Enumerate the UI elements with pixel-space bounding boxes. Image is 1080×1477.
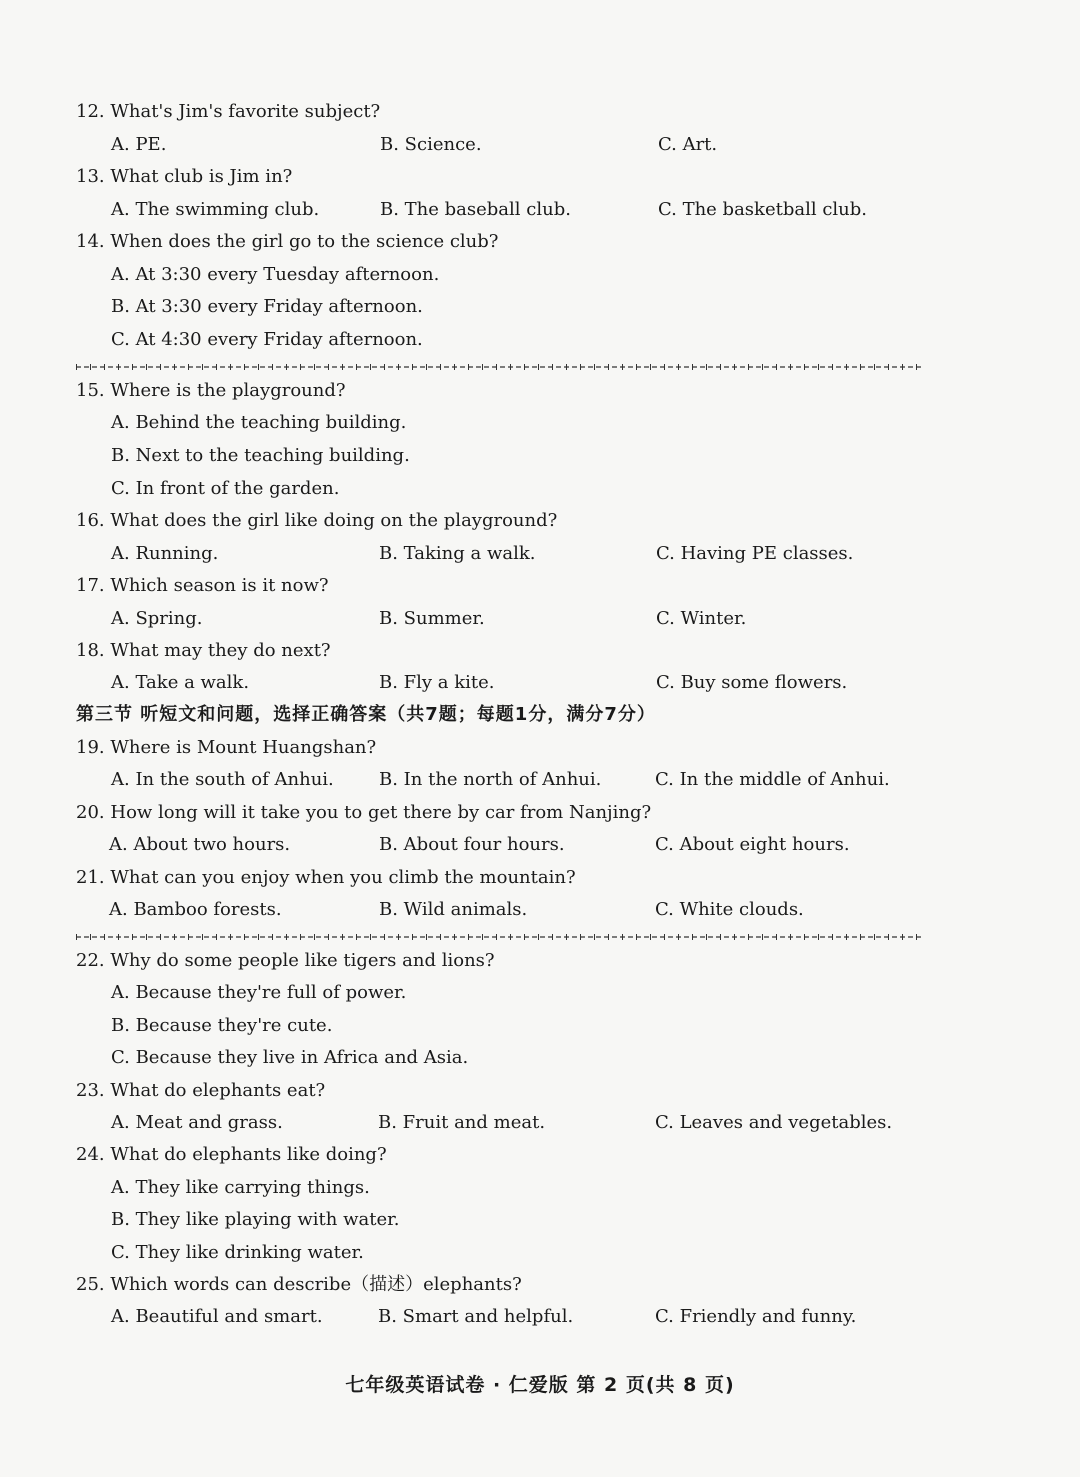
option-c: C. At 4:30 every Friday afternoon. <box>111 329 423 350</box>
option-a: A. At 3:30 every Tuesday afternoon. <box>111 264 440 285</box>
question-number: 22. <box>76 950 105 971</box>
option-c: C. Having PE classes. <box>656 543 854 564</box>
question-text: What's Jim's favorite subject? <box>110 101 381 122</box>
option-b: B. Science. <box>380 134 482 155</box>
option-c: C. The basketball club. <box>658 199 867 220</box>
option-c: C. Art. <box>658 134 718 155</box>
question-text: How long will it take you to get there by car from Nanjing? <box>110 802 652 823</box>
question-text: What do elephants like doing? <box>110 1144 387 1165</box>
question-number: 20. <box>76 802 105 823</box>
question-number: 25. <box>76 1274 105 1295</box>
option-a: A. PE. <box>111 134 167 155</box>
question-text: What do elephants eat? <box>110 1080 326 1101</box>
option-b: B. About four hours. <box>379 834 565 855</box>
question-22 <box>76 950 495 972</box>
question-number: 12. <box>76 101 105 122</box>
question-text: What may they do next? <box>110 640 331 661</box>
question-15 <box>76 380 346 402</box>
question-number: 17. <box>76 575 105 596</box>
option-c: C. About eight hours. <box>655 834 850 855</box>
question-text: When does the girl go to the science club? <box>110 231 499 252</box>
option-b: B. Summer. <box>379 608 485 629</box>
option-c: C. In front of the garden. <box>111 478 340 499</box>
question-18 <box>76 640 331 662</box>
question-17 <box>76 575 329 597</box>
option-a: A. They like carrying things. <box>111 1177 370 1198</box>
option-b: B. At 3:30 every Friday afternoon. <box>111 296 423 317</box>
option-a: A. Beautiful and smart. <box>111 1306 323 1327</box>
question-text: Where is the playground? <box>110 380 346 401</box>
option-c: C. Because they live in Africa and Asia. <box>111 1047 469 1068</box>
question-text: Which season is it now? <box>110 575 329 596</box>
option-a: A. Bamboo forests. <box>109 899 282 920</box>
option-b: B. The baseball club. <box>380 199 571 220</box>
question-14 <box>76 231 498 253</box>
question-text: What club is Jim in? <box>110 166 293 187</box>
page-footer: 七年级英语试卷 · 仁爱版 第 2 页(共 8 页) <box>345 1374 735 1396</box>
option-b: B. Because they're cute. <box>111 1015 333 1036</box>
question-text: Which words can describe（描述）elephants? <box>110 1274 522 1295</box>
option-a: A. Spring. <box>111 608 203 629</box>
option-b: B. Fly a kite. <box>379 672 495 693</box>
option-a: A. About two hours. <box>109 834 291 855</box>
option-a: A. Running. <box>111 543 219 564</box>
question-text: Where is Mount Huangshan? <box>110 737 377 758</box>
option-a: A. Meat and grass. <box>111 1112 283 1133</box>
question-16 <box>76 510 557 532</box>
question-text: What can you enjoy when you climb the mountain? <box>110 867 576 888</box>
question-20 <box>76 802 651 824</box>
option-c: C. They like drinking water. <box>111 1242 364 1263</box>
question-25 <box>76 1274 522 1296</box>
option-b: B. Wild animals. <box>379 899 528 920</box>
section-3-title: 第三节 听短文和问题，选择正确答案（共7题；每题1分，满分7分） <box>76 704 656 725</box>
option-c: C. Buy some flowers. <box>656 672 848 693</box>
option-b: B. Next to the teaching building. <box>111 445 410 466</box>
question-13 <box>76 166 292 188</box>
question-24 <box>76 1144 387 1166</box>
option-c: C. Leaves and vegetables. <box>655 1112 893 1133</box>
option-c: C. Winter. <box>656 608 747 629</box>
question-number: 24. <box>76 1144 105 1165</box>
cut-line-divider <box>76 363 922 371</box>
option-b: B. Fruit and meat. <box>378 1112 546 1133</box>
option-b: B. Taking a walk. <box>379 543 536 564</box>
cut-line-divider <box>76 933 922 941</box>
option-b: B. Smart and helpful. <box>378 1306 574 1327</box>
question-21 <box>76 867 576 889</box>
option-a: A. Because they're full of power. <box>111 982 407 1003</box>
question-text: What does the girl like doing on the playground? <box>110 510 558 531</box>
question-12 <box>76 101 380 123</box>
option-a: A. Take a walk. <box>111 672 250 693</box>
question-19 <box>76 737 376 759</box>
option-c: C. In the middle of Anhui. <box>655 769 890 790</box>
question-23 <box>76 1080 325 1102</box>
option-c: C. Friendly and funny. <box>655 1306 857 1327</box>
question-number: 19. <box>76 737 105 758</box>
option-a: A. In the south of Anhui. <box>111 769 334 790</box>
question-text: Why do some people like tigers and lions? <box>110 950 495 971</box>
question-number: 18. <box>76 640 105 661</box>
option-a: A. Behind the teaching building. <box>111 412 407 433</box>
question-number: 15. <box>76 380 105 401</box>
option-a: A. The swimming club. <box>111 199 320 220</box>
question-number: 23. <box>76 1080 105 1101</box>
option-b: B. In the north of Anhui. <box>379 769 602 790</box>
question-number: 14. <box>76 231 105 252</box>
question-number: 13. <box>76 166 105 187</box>
option-c: C. White clouds. <box>655 899 804 920</box>
option-b: B. They like playing with water. <box>111 1209 400 1230</box>
question-number: 21. <box>76 867 105 888</box>
question-number: 16. <box>76 510 105 531</box>
